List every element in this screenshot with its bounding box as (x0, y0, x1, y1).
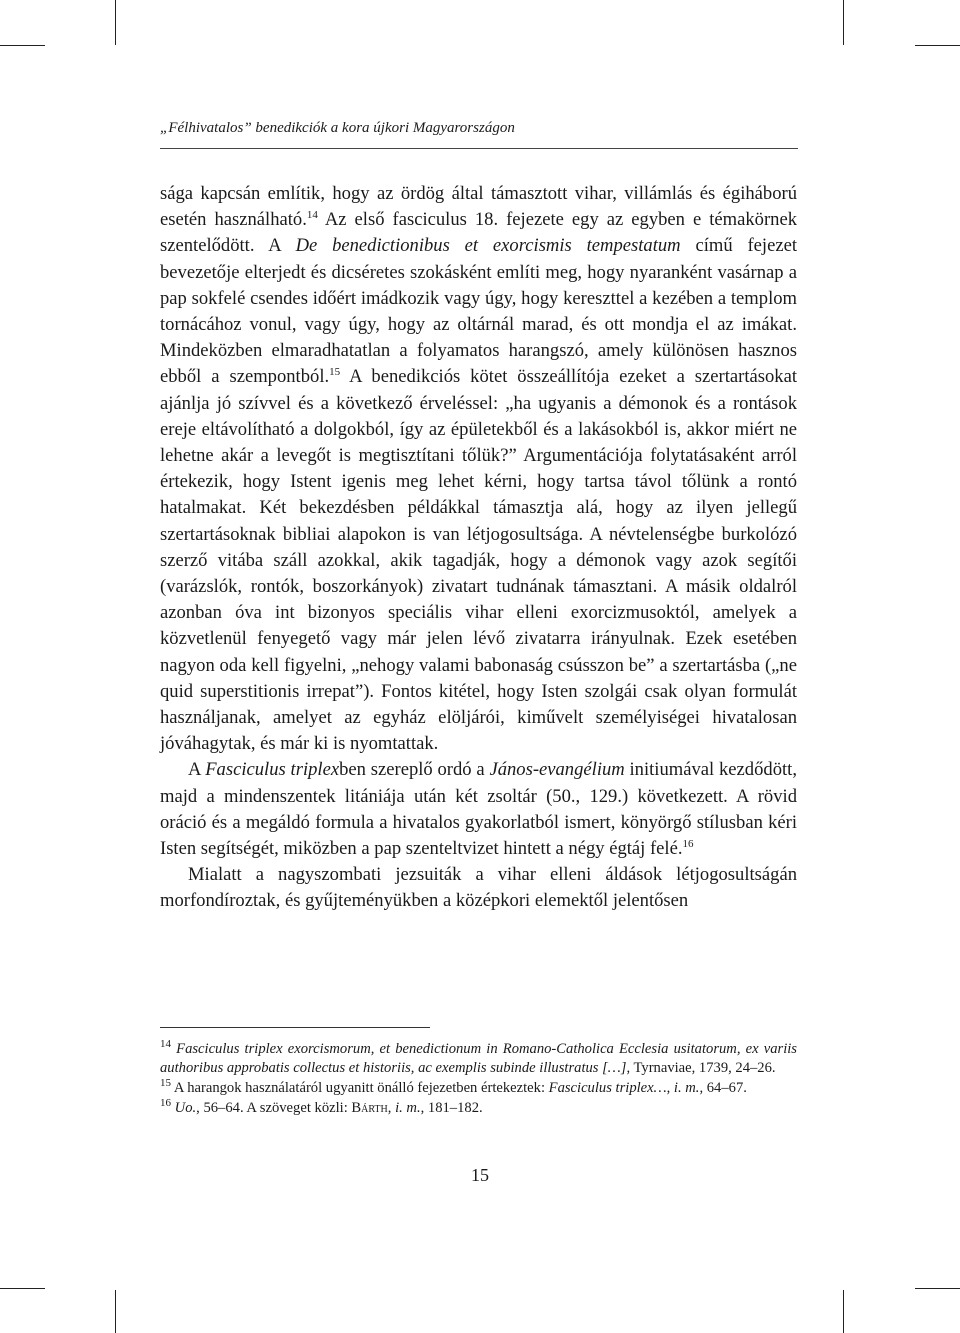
crop-mark-top-left-vertical (115, 0, 116, 45)
footnote-15-text-c: , 64–67. (699, 1080, 747, 1096)
paragraph-2-text-b: ben szereplő ordó a (339, 759, 490, 781)
footnote-16-im: i. m. (395, 1100, 421, 1116)
crop-mark-bottom-right-horizontal (915, 1288, 960, 1289)
footnote-14-rest: , Tyrnaviae, 1739, 24–26. (626, 1060, 776, 1076)
paragraph-3: Mialatt a nagyszombati jezsuiták a vihar elleni áldások létjogosultságán morfondíroztak, és gyűjteményükben a középkori elemektől jelentősen (160, 864, 797, 912)
chapter-title-italic: De benedictionibus et exorcismis tempestatum (295, 235, 681, 257)
book-title-italic: Fasciculus triplex (205, 759, 340, 781)
crop-mark-bottom-left-horizontal (0, 1288, 45, 1289)
paragraph-1-text-b: Az első fasciculus 18. fejezete egy az egyben e témakörnek szentelődött. A (160, 209, 797, 257)
crop-mark-bottom-left-vertical (115, 1290, 116, 1333)
crop-mark-top-left-horizontal (0, 45, 45, 46)
running-header: „Félhivatalos” benedikciók a kora újkori Magyarországon (160, 120, 515, 136)
paragraph-2-text-a: A (188, 759, 206, 781)
footnote-16-text-b: , (387, 1100, 396, 1116)
footnote-ref-14[interactable]: 14 (306, 209, 318, 222)
footnote-15-text-a: A harangok használatáról ugyanitt önálló fejezetben értekeztek: (173, 1080, 549, 1096)
page-number: 15 (471, 1165, 489, 1185)
footnote-14-title: Fasciculus triplex exorcismorum, et benedictionum in Romano-Catholica Ecclesia usitatorum, ex variis authoribus approbatis collectus et historiis, ac exemplis subinde illustratus […] (160, 1041, 797, 1076)
footnote-14-number: 14 (160, 1038, 171, 1051)
footnote-rule (160, 1027, 430, 1028)
footnote-15-number: 15 (160, 1077, 171, 1090)
crop-mark-top-right-horizontal (915, 45, 960, 46)
body-text (160, 181, 797, 915)
paragraph-2-text-c: initiumával kezdődött, majd a mindenszentek litániája után két zsoltár (50., 129.) következett. A rövid oráció és a megáldó formula a hivatalos gyakorlatból ismert, könyörgő stílusban kéri Isten segítségét, miközben a pap szenteltvizet hintett a négy égtáj felé. (160, 759, 797, 860)
footnote-16-number: 16 (160, 1097, 171, 1110)
crop-mark-bottom-right-vertical (843, 1290, 844, 1333)
footnote-16-text-a: , 56–64. A szöveget közli: (196, 1100, 352, 1116)
header-rule (160, 148, 798, 149)
footnote-15-text-b: , (666, 1080, 674, 1096)
paragraph-1 (160, 181, 797, 757)
footnote-15-title: Fasciculus triplex… (548, 1080, 667, 1096)
footnote-ref-16[interactable]: 16 (682, 837, 694, 850)
paragraph-1-text-d: A benedikciós kötet összeállítója ezeket a szertartásokat ajánlja jó szívvel és a következő érveléssel: „ha ugyanis a démonok és a rontások ereje eltávolítható a dolgokból, így az épületekből és a lakásokból is, akkor miért ne lehetne akár a levegőt is megtisztítani tőlük?” Argumentációja folytatásaként arról értekezik, hogy Istent igenis meg lehet kérni, hogy tartsa távol tőlünk a rontó hatalmakat. Két bekezdésben példákkal támasztja alá, hogy az ilyen jellegű szertartásoknak bibliai alapokon is van létjogosultsága. A névtelenségbe burkolózó szerző vitába száll azokkal, akik tagadják, hogy a démonok vagy azok segítői (varázslók, rontók, boszorkányok) zivatart tudnának támasztani. A másik oldalról azonban óva int bizonyos speciális vihar elleni exorcizmusoktól, amelyek a közvetlenül fenyegető vagy már jelen lévő zivatarra irányulnak. Ezek esetében nagyon oda kell figyelni, „nehogy valami babonaság csússzon be” a szertartásba („ne quid superstitionis irrepat”). Fontos kitétel, hogy Isten szolgái csak olyan formulát használjanak, amelyet az egyház elöljárói, kiművelt személyiségei hivatalosan jóváhagytak, és már ki is nyomtattak. (160, 366, 798, 755)
gospel-title-italic: János-evangélium (489, 759, 625, 781)
paragraph-1-text-c: című fejezet bevezetője elterjedt és dicséretes szokásként említi meg, hogy nyaranként vasárnap a pap sokfelé csendes időért imádkozik vagy úgy, hogy kereszttel a kezében a templom tornácához vonul, vagy úgy, hogy az oltárnál marad, és ott mondja el az imákat. Mindeközben elmaradhatatlan a folyamatos harangszó, amely különösen hasznos ebből a szempontból. (160, 235, 797, 388)
paragraph-2 (160, 757, 797, 862)
footnotes (160, 1040, 797, 1119)
footnote-15-im: i. m. (673, 1080, 700, 1096)
footnote-15 (160, 1079, 797, 1098)
footnote-16 (160, 1099, 797, 1118)
footnote-16-text-c: , 181–182. (420, 1100, 483, 1116)
footnote-16-uo: Uo. (174, 1100, 197, 1116)
paragraph-1-text-a: sága kapcsán említik, hogy az ördög által támasztott vihar, villámlás és égiháború esetén használható. (160, 183, 797, 231)
footnote-ref-15[interactable]: 15 (329, 366, 341, 379)
footnote-16-author: Bárth (351, 1100, 388, 1116)
crop-mark-top-right-vertical (843, 0, 844, 45)
footnote-14 (160, 1040, 797, 1078)
